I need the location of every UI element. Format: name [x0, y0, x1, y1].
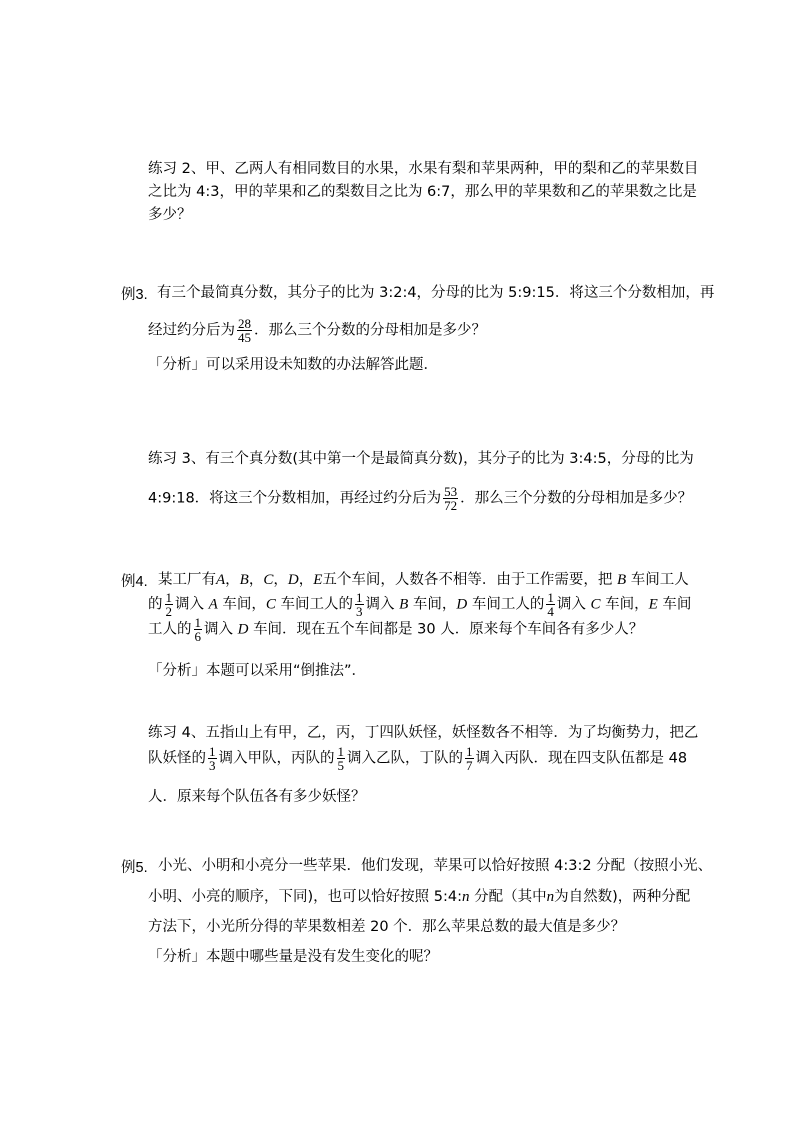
var-e: E	[313, 572, 323, 588]
text: 调入	[556, 596, 586, 613]
fraction	[465, 745, 474, 772]
practice4-line2	[148, 745, 687, 772]
text: 车间工人	[630, 572, 689, 588]
fraction-denominator: 45	[238, 330, 251, 345]
var-n: n	[546, 889, 555, 905]
text: 为自然数)，两种分配	[554, 889, 691, 905]
example5-line2	[148, 887, 690, 907]
fraction	[337, 745, 346, 772]
var-n: n	[462, 889, 470, 905]
fraction	[546, 591, 555, 618]
practice3-line2-b: ．那么三个分数的分母相加是多少？	[460, 490, 693, 507]
text: 车间工人的	[280, 596, 354, 613]
text: 的	[148, 596, 163, 613]
text: 车间，	[605, 596, 649, 613]
example3-fraction	[237, 317, 252, 344]
fraction	[208, 745, 217, 772]
fraction-denominator: 3	[356, 604, 363, 619]
fraction-denominator: 7	[466, 758, 473, 773]
fraction-numerator: 1	[209, 744, 216, 759]
text: 调入	[365, 596, 395, 613]
text: 车间，	[412, 596, 457, 613]
fraction-numerator: 1	[337, 744, 344, 759]
practice2-line3: 多少？	[148, 207, 192, 223]
var-d: D	[237, 621, 249, 638]
var-a: A	[216, 572, 226, 588]
practice4-line1: 练习 4、五指山上有甲，乙，丙，丁四队妖怪，妖怪数各不相等．为了均衡势力，把乙	[148, 725, 699, 741]
fraction-numerator: 28	[238, 316, 251, 331]
example5-label: 例5.	[121, 860, 148, 876]
fraction-denominator: 5	[337, 758, 344, 773]
example4-line3	[148, 616, 643, 643]
fraction-numerator: 1	[194, 615, 201, 630]
fraction-numerator: 1	[356, 590, 363, 605]
text: 车间工人的	[471, 596, 545, 613]
example3-label: 例3.	[121, 287, 148, 303]
example4-label: 例4.	[121, 574, 148, 590]
example5-analysis: 「分析」本题中哪些量是没有发生变化的呢？	[148, 949, 438, 965]
text: 车间，	[222, 596, 266, 613]
fraction-denominator: 3	[209, 758, 216, 773]
text: 调入乙队，丁队的	[347, 750, 463, 767]
practice3-line1: 练习 3、有三个真分数(其中第一个是最简真分数)，其分子的比为 3:4:5，分母的比为	[148, 451, 694, 467]
fraction-denominator: 2	[165, 604, 172, 619]
practice3-line2	[148, 485, 692, 512]
example4-line2	[148, 591, 691, 618]
var-d: D	[456, 596, 468, 613]
example4-line1: 某工厂有A，B，C，D，E五个车间，人数各不相等．由于工作需要，把 B 车间工人	[158, 572, 689, 588]
fraction-numerator: 1	[547, 590, 554, 605]
example4-analysis: 「分析」本题可以采用“倒推法”．	[148, 663, 367, 679]
practice2-line1: 练习 2、甲、乙两人有相同数目的水果，水果有梨和苹果两种，甲的梨和乙的苹果数目	[148, 161, 699, 177]
var-d: D	[287, 572, 299, 588]
text: 队妖怪的	[148, 750, 206, 767]
text: 工人的	[148, 621, 192, 638]
practice3-line2-a: 4:9:18．将这三个分数相加，再经过约分后为	[148, 490, 442, 507]
practice3-fraction	[443, 485, 458, 512]
example3-line2-a: 经过约分后为	[148, 322, 235, 339]
text: 小明、小亮的顺序，下同)，也可以恰好按照 5:4:	[148, 889, 462, 905]
fraction-numerator: 53	[444, 484, 458, 499]
text: 调入丙队．现在四支队伍都是 48	[475, 750, 688, 767]
var-c: C	[265, 596, 276, 613]
example3-line1: 有三个最简真分数，其分子的比为 3:2:4，分母的比为 5:9:15．将这三个分数相加，再	[157, 285, 715, 301]
text: 调入	[204, 621, 233, 638]
var-a: A	[208, 596, 218, 613]
var-c: C	[590, 596, 601, 613]
text: 调入甲队，丙队的	[218, 750, 335, 767]
practice2-line2: 之比为 4:3，甲的苹果和乙的梨数目之比为 6:7，那么甲的苹果数和乙的苹果数之比是	[148, 184, 697, 200]
var-b: B	[399, 596, 409, 613]
var-b: B	[616, 572, 627, 588]
fraction	[165, 591, 174, 618]
example3-line2-b: ．那么三个分数的分母相加是多少？	[254, 322, 486, 339]
text: 五个车间，人数各不相等．由于工作需要，把	[322, 572, 613, 588]
text: 调入	[175, 596, 204, 613]
example5-line1: 小光、小明和小亮分一些苹果．他们发现，苹果可以恰好按照 4:3:2 分配（按照小光、	[158, 858, 713, 874]
fraction-denominator: 4	[547, 604, 554, 619]
fraction-numerator: 1	[466, 744, 473, 759]
var-e: E	[648, 596, 658, 613]
practice4-line3: 人．原来每个队伍各有多少妖怪？	[148, 789, 366, 805]
text: 车间．现在五个车间都是 30 人．原来每个车间各有多少人？	[253, 621, 644, 638]
fraction-denominator: 6	[194, 629, 201, 644]
fraction	[194, 616, 203, 643]
text: 分配（其中	[474, 889, 547, 905]
text: 某工厂有	[158, 572, 216, 588]
example3-line2	[148, 317, 486, 344]
example3-analysis: 「分析」可以采用设未知数的办法解答此题．	[148, 357, 438, 373]
text: 车间	[662, 596, 692, 613]
fraction	[355, 591, 364, 618]
fraction-numerator: 1	[165, 590, 172, 605]
var-c: C	[263, 572, 274, 588]
fraction-denominator: 72	[444, 498, 458, 513]
var-b: B	[239, 572, 249, 588]
example5-line3: 方法下，小光所分得的苹果数相差 20 个．那么苹果总数的最大值是多少？	[148, 919, 626, 935]
